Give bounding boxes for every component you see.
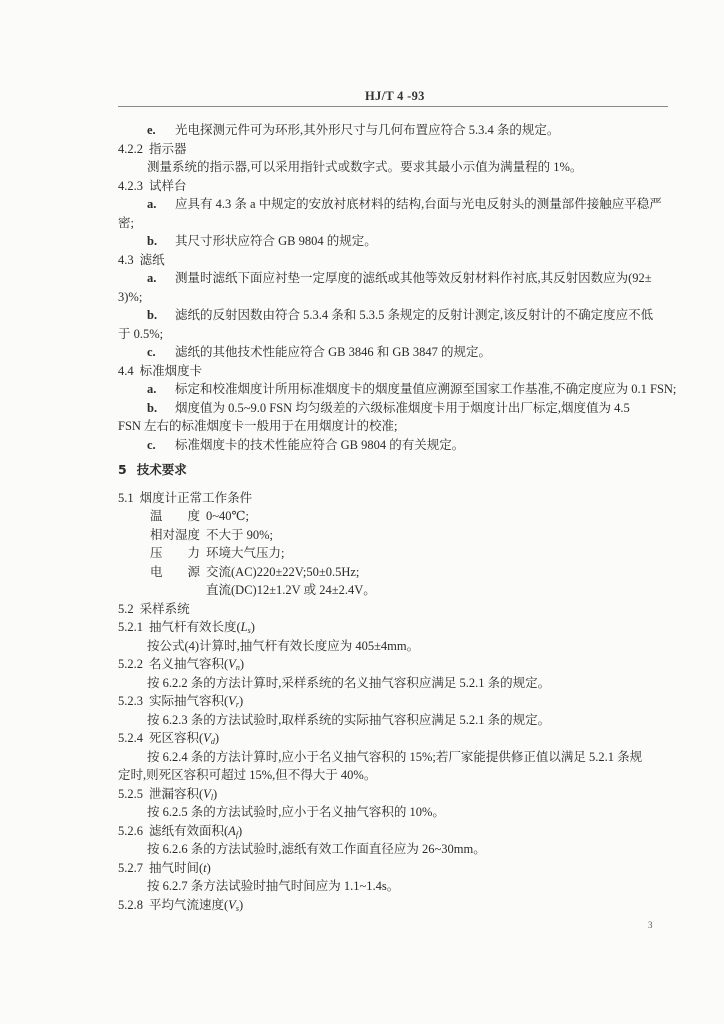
clause-5-2-6-heading [0,822,724,841]
section-number: 5 [118,461,127,477]
item-marker: c. [147,345,156,359]
clause-4-3-item-a [0,269,724,288]
clause-number: 5.2.8 [118,897,143,912]
clause-4-2-2-text: 测量系统的指示器,可以采用指针式或数字式。要求其最小示值为满量程的 1%。 [147,160,583,174]
clause-title: 试样台 [149,178,187,193]
clause-title: 泄漏容积( [149,786,204,801]
title-close: ) [238,694,244,708]
condition-label: 电 源 [150,564,200,579]
condition-power-dc: 直流(DC)12±1.2V 或 24±2.4V。 [206,583,376,597]
title-close: ) [213,786,218,801]
clause-5-2-2-heading [0,655,724,674]
clause-title: 滤纸有效面积( [149,823,229,838]
clause-4-3-heading [0,251,724,270]
clause-5-2-8-heading [0,896,724,915]
condition-value: 环境大气压力; [206,546,285,560]
clause-4-2-3-heading [0,177,724,196]
clause-number: 5.2.5 [118,786,143,801]
clause-5-2-6-text: 按 6.2.6 条的方法试验时,滤纸有效工作面直径应为 26~30mm。 [147,842,486,856]
condition-value-ac: 交流(AC)220±22V;50±0.5Hz; [206,564,360,579]
item-text: 应具有 4.3 条 a 中规定的安放衬底材料的结构,台面与光电反射头的测量部件接触应平稳严 [175,197,662,211]
condition-humidity [0,526,724,545]
item-text: 烟度值为 0.5~9.0 FSN 均匀级差的六级标准烟度卡用于烟度计出厂标定,烟度值为 4.5 [175,400,630,415]
condition-value: 不大于 90%; [206,527,274,542]
title-close: ) [238,897,244,912]
clause-4-2-3-item-b [0,232,724,251]
symbol-subscript: l [210,792,214,802]
clause-4-4-item-b-continued: FSN 左右的标准烟度卡一般用于在用烟度计的校准; [118,419,398,433]
clause-title: 标准烟度卡 [139,363,203,378]
symbol: V [203,731,211,745]
symbol: V [228,897,236,912]
document-body [0,121,724,914]
clause-5-2-7-text: 按 6.2.7 条方法试验时抽气时间应为 1.1~1.4s。 [147,879,400,893]
item-text: 滤纸的其他技术性能应符合 GB 3846 和 GB 3847 的规定。 [175,345,491,359]
title-close: ) [238,823,243,838]
clause-number: 5.2.7 [118,860,143,875]
item-marker: a. [147,382,157,396]
clause-4-2-2-heading [0,140,724,159]
clause-title: 滤纸 [139,252,165,267]
clause-number: 5.2.3 [118,694,143,708]
symbol-subscript: d [210,737,215,746]
clause-number: 4.2.2 [118,141,143,156]
symbol: A [228,823,236,838]
item-marker: a. [147,197,157,211]
clause-number: 5.2 [118,601,134,616]
clause-5-2-4-heading [0,729,724,748]
symbol-subscript: s [235,903,239,913]
clause-5-2-5-text: 按 6.2.5 条的方法试验时,应小于名义抽气容积的 10%。 [147,805,445,819]
clause-number: 4.4 [118,363,134,378]
clause-number: 5.2.1 [118,620,143,634]
symbol: L [240,620,248,634]
condition-temperature [0,507,724,526]
clause-5-2-3-heading [0,692,724,711]
clause-5-2-1-heading [0,618,724,637]
item-text: 滤纸的反射因数由符合 5.3.4 条和 5.3.5 条规定的反射计测定,该反射计的不确定度应不低 [175,308,654,322]
clause-number: 4.3 [118,252,134,267]
clause-4-4-item-b [0,399,724,418]
clause-title: 烟度计正常工作条件 [139,490,253,505]
clause-4-4-item-c [0,436,724,455]
running-header-standard-code: HJ/T 4 -93 [365,89,425,103]
clause-5-2-4-text: 按 6.2.4 条的方法计算时,应小于名义抽气容积的 15%;若厂家能提供修正值以满足 5.2.1 条规 [147,749,643,764]
clause-4-2-3-item-a [0,195,724,214]
symbol: t [203,860,207,875]
symbol-subscript: f [235,829,239,839]
clause-4-4-heading [0,362,724,381]
section-5-heading [0,461,724,480]
clause-5-2-5-heading [0,785,724,804]
clause-title: 采样系统 [139,601,190,616]
clause-4-3-item-a-continued: 3)%; [118,289,143,304]
condition-label: 压 力 [150,546,200,560]
clause-4-4-item-a [0,380,724,399]
clause-number: 5.1 [118,490,134,505]
clause-4-3-item-b [0,306,724,325]
symbol: V [228,694,236,708]
clause-title: 抽气杆有效长度( [149,620,241,634]
symbol-subscript: r [235,700,239,709]
symbol-subscript: n [235,663,240,672]
title-close: ) [239,657,244,671]
clause-4-3-item-b-continued: 于 0.5%; [118,326,164,341]
symbol: V [228,657,236,671]
item-marker: a. [147,271,157,285]
condition-pressure [0,544,724,563]
symbol-subscript: s [247,626,251,635]
item-marker: b. [147,308,158,322]
item-text: 光电探测元件可为环形,其外形尺寸与几何布置应符合 5.3.4 条的规定。 [175,123,560,137]
clause-title: 实际抽气容积( [149,694,229,708]
clause-5-2-heading [0,600,724,619]
item-marker: b. [147,234,158,248]
item-marker: e. [147,123,156,137]
item-text: 标定和校准烟度计所用标准烟度卡的烟度量值应溯源至国家工作基准,不确定度应为 0.1 FSN; [175,382,677,396]
title-close: ) [250,620,255,634]
condition-power [0,563,724,582]
header-rule [118,106,668,107]
clause-number: 5.2.4 [118,731,143,745]
symbol: V [203,786,211,801]
page-number: 3 [648,920,653,930]
clause-title: 指示器 [149,141,187,156]
item-marker: c. [147,437,156,452]
item-text: 测量时滤纸下面应衬垫一定厚度的滤纸或其他等效反射材料作衬底,其反射因数应为(92± [175,271,652,285]
section-title: 技术要求 [136,461,187,477]
clause-5-2-7-heading [0,859,724,878]
clause-number: 4.2.3 [118,178,143,193]
title-close: ) [206,860,211,875]
clause-5-2-3-text: 按 6.2.3 条的方法试验时,取样系统的实际抽气容积应满足 5.2.1 条的规定。 [147,712,551,727]
item-text: 其尺寸形状应符合 GB 9804 的规定。 [175,234,377,248]
clause-title: 平均气流速度( [149,897,229,912]
title-close: ) [214,731,219,745]
condition-label: 相对湿度 [150,527,200,542]
item-text: 标准烟度卡的技术性能应符合 GB 9804 的有关规定。 [175,437,465,452]
item-marker: b. [147,400,158,415]
clause-title: 名义抽气容积( [149,657,229,671]
clause-5-2-1-text: 按公式(4)计算时,抽气杆有效长度应为 405±4mm。 [147,638,420,653]
condition-label: 温 度 [150,509,200,523]
clause-number: 5.2.2 [118,657,143,671]
clause-5-2-4-text-continued: 定时,则死区容积可超过 15%,但不得大于 40%。 [118,768,377,782]
clause-title: 死区容积( [149,731,204,745]
clause-number: 5.2.6 [118,823,143,838]
clause-5-1-heading [0,489,724,508]
clause-title: 抽气时间( [149,860,204,875]
clause-4-2-1-item-e [0,121,724,140]
clause-4-3-item-c [0,343,724,362]
clause-5-2-2-text: 按 6.2.2 条的方法计算时,采样系统的名义抽气容积应满足 5.2.1 条的规定。 [147,675,551,690]
condition-value: 0~40℃; [206,509,249,523]
clause-4-2-3-item-a-continued: 密; [118,215,134,230]
